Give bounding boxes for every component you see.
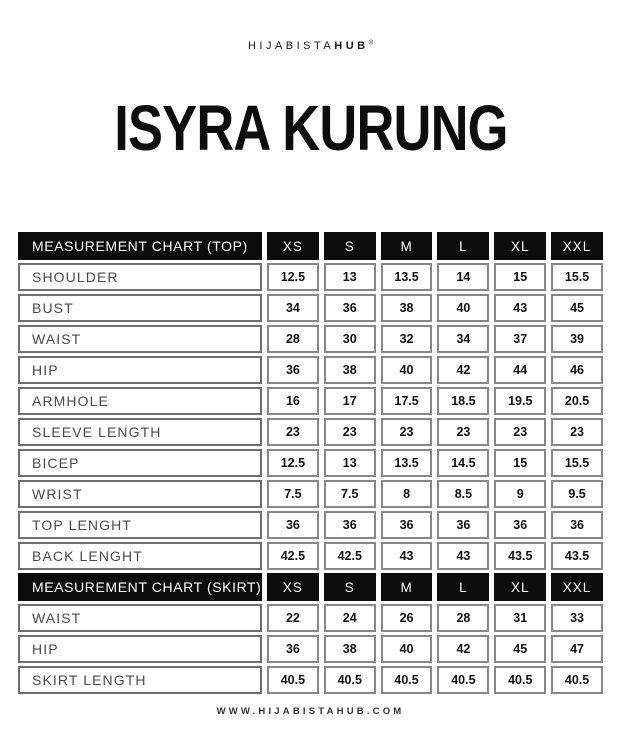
measurement-value: 43: [381, 542, 433, 570]
measurement-label: SHOULDER: [18, 263, 262, 291]
measurement-value: 23: [551, 418, 603, 446]
measurement-value: 16: [267, 387, 319, 415]
measurement-value: 40.5: [324, 666, 376, 694]
measurement-value: 36: [324, 294, 376, 322]
measurement-value: 44: [494, 356, 546, 384]
size-column-header: S: [324, 573, 376, 601]
measurement-table-skirt: [18, 573, 603, 694]
measurement-value: 13.5: [381, 263, 433, 291]
measurement-value: 7.5: [324, 480, 376, 508]
measurement-label: BUST: [18, 294, 262, 322]
measurement-value: 13: [324, 263, 376, 291]
measurement-value: 12.5: [267, 263, 319, 291]
measurement-value: 23: [267, 418, 319, 446]
measurement-value: 43: [494, 294, 546, 322]
brand-logo-bold: HUB: [334, 40, 369, 52]
size-column-header: XL: [494, 573, 546, 601]
size-column-header: XL: [494, 232, 546, 260]
brand-logo: [0, 40, 621, 52]
measurement-value: 23: [324, 418, 376, 446]
measurement-value: 46: [551, 356, 603, 384]
measurement-value: 36: [381, 511, 433, 539]
size-column-header: M: [381, 232, 433, 260]
measurement-value: 8: [381, 480, 433, 508]
measurement-value: 37: [494, 325, 546, 353]
measurement-value: 24: [324, 604, 376, 632]
measurement-value: 23: [437, 418, 489, 446]
measurement-value: 22: [267, 604, 319, 632]
brand-logo-light: HIJABISTA: [247, 40, 335, 52]
measurement-label: ARMHOLE: [18, 387, 262, 415]
size-column-header: XS: [267, 573, 319, 601]
measurement-value: 42.5: [267, 542, 319, 570]
size-column-header: XXL: [551, 573, 603, 601]
registered-trademark-mark: ®: [368, 40, 374, 47]
measurement-value: 43: [437, 542, 489, 570]
measurement-value: 28: [267, 325, 319, 353]
measurement-value: 40.5: [494, 666, 546, 694]
measurement-value: 40: [381, 635, 433, 663]
measurement-value: 40.5: [437, 666, 489, 694]
measurement-value: 42: [437, 635, 489, 663]
measurement-value: 32: [381, 325, 433, 353]
measurement-value: 36: [267, 356, 319, 384]
measurement-value: 23: [494, 418, 546, 446]
measurement-value: 26: [381, 604, 433, 632]
measurement-value: 13: [324, 449, 376, 477]
measurement-value: 36: [267, 635, 319, 663]
measurement-value: 14.5: [437, 449, 489, 477]
measurement-value: 19.5: [494, 387, 546, 415]
measurement-value: 38: [324, 356, 376, 384]
measurement-value: 9.5: [551, 480, 603, 508]
measurement-value: 23: [381, 418, 433, 446]
measurement-value: 34: [267, 294, 319, 322]
measurement-value: 15: [494, 263, 546, 291]
measurement-value: 39: [551, 325, 603, 353]
measurement-label: HIP: [18, 356, 262, 384]
table-header: MEASUREMENT CHART (TOP): [18, 232, 262, 260]
measurement-value: 7.5: [267, 480, 319, 508]
measurement-label: BACK LENGHT: [18, 542, 262, 570]
size-column-header: S: [324, 232, 376, 260]
measurement-value: 47: [551, 635, 603, 663]
measurement-table-top: [18, 232, 603, 570]
measurement-value: 45: [494, 635, 546, 663]
measurement-value: 45: [551, 294, 603, 322]
measurement-value: 18.5: [437, 387, 489, 415]
measurement-value: 17.5: [381, 387, 433, 415]
size-column-header: L: [437, 232, 489, 260]
measurement-tables: [18, 232, 603, 697]
measurement-value: 28: [437, 604, 489, 632]
measurement-value: 40: [381, 356, 433, 384]
measurement-value: 31: [494, 604, 546, 632]
measurement-value: 40.5: [267, 666, 319, 694]
measurement-label: WRIST: [18, 480, 262, 508]
measurement-value: 36: [437, 511, 489, 539]
website-url: WWW.HIJABISTAHUB.COM: [216, 706, 405, 717]
size-column-header: XXL: [551, 232, 603, 260]
measurement-label: SKIRT LENGTH: [18, 666, 262, 694]
measurement-label: BICEP: [18, 449, 262, 477]
table-header: MEASUREMENT CHART (SKIRT): [18, 573, 262, 601]
measurement-label: WAIST: [18, 604, 262, 632]
measurement-value: 38: [381, 294, 433, 322]
measurement-value: 42.5: [324, 542, 376, 570]
measurement-value: 15: [494, 449, 546, 477]
measurement-value: 40.5: [381, 666, 433, 694]
size-column-header: M: [381, 573, 433, 601]
measurement-value: 33: [551, 604, 603, 632]
measurement-value: 36: [324, 511, 376, 539]
measurement-value: 34: [437, 325, 489, 353]
page-title: [0, 92, 621, 164]
size-column-header: XS: [267, 232, 319, 260]
measurement-value: 43.5: [551, 542, 603, 570]
measurement-value: 36: [267, 511, 319, 539]
measurement-value: 36: [551, 511, 603, 539]
measurement-value: 36: [494, 511, 546, 539]
measurement-value: 43.5: [494, 542, 546, 570]
measurement-value: 40: [437, 294, 489, 322]
measurement-value: 12.5: [267, 449, 319, 477]
measurement-label: TOP LENGHT: [18, 511, 262, 539]
measurement-label: WAIST: [18, 325, 262, 353]
measurement-value: 8.5: [437, 480, 489, 508]
measurement-value: 15.5: [551, 263, 603, 291]
size-column-header: L: [437, 573, 489, 601]
measurement-value: 38: [324, 635, 376, 663]
measurement-value: 17: [324, 387, 376, 415]
measurement-value: 20.5: [551, 387, 603, 415]
measurement-value: 14: [437, 263, 489, 291]
measurement-label: HIP: [18, 635, 262, 663]
measurement-value: 42: [437, 356, 489, 384]
page-title-text: ISYRA KURUNG: [113, 92, 508, 164]
measurement-value: 40.5: [551, 666, 603, 694]
measurement-label: SLEEVE LENGTH: [18, 418, 262, 446]
measurement-value: 15.5: [551, 449, 603, 477]
measurement-value: 9: [494, 480, 546, 508]
measurement-value: 13.5: [381, 449, 433, 477]
measurement-value: 30: [324, 325, 376, 353]
